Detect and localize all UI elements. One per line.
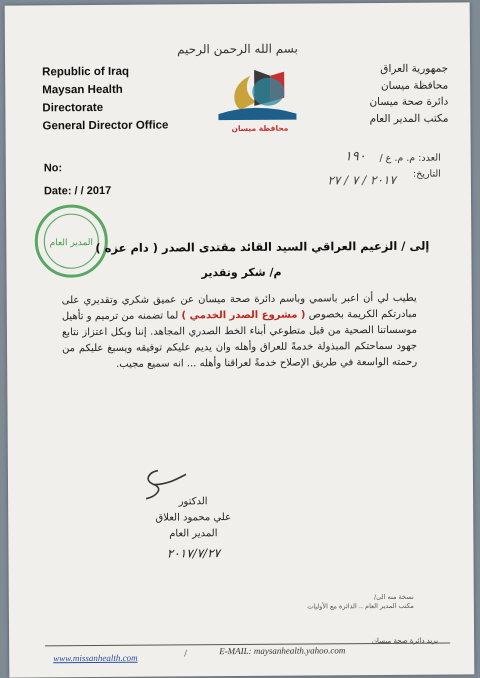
english-line-country: Republic of Iraq bbox=[42, 65, 130, 79]
copies-heading: نسخة منه الى/ bbox=[374, 592, 414, 602]
email-address[interactable]: E-MAIL: maysanhealth.yahoo.com bbox=[219, 645, 346, 657]
arabic-date-label: التاريخ: bbox=[412, 168, 441, 180]
date-field-label: Date: / / 2017 bbox=[43, 184, 112, 198]
stamp-text: المدير العام bbox=[49, 238, 94, 249]
footer-separator: / bbox=[184, 648, 188, 660]
arabic-header bbox=[369, 61, 448, 128]
body-paragraph-detail: لما تضمنه من ترميم و تأهيل موسساتنا الصحية من قبل متطوعي أبناء الخط الصدري المجاهد. bbox=[61, 310, 417, 338]
body-paragraph-intro: يطيب لي أن اعبر باسمي وباسم دائرة صحة ميسان عن عميق شكري وتقديري على مبادرتكم الكريمة بخصوص bbox=[61, 292, 417, 321]
english-line-directorate: Directorate bbox=[42, 101, 104, 115]
basmala: بسم الله الرحمن الرحيم bbox=[177, 41, 298, 57]
body-project-name: ( مشروع الصدر الخدمي ) bbox=[181, 309, 306, 322]
footer-note: بريد دائرة صحة ميسان bbox=[371, 636, 439, 646]
letter-body bbox=[62, 291, 418, 373]
signatory-title: الدكتور bbox=[178, 496, 208, 508]
english-line-province: Maysan Health bbox=[42, 83, 123, 97]
number-field-label: No: bbox=[43, 162, 63, 175]
arabic-line-directorate: دائرة صحة ميسان bbox=[369, 95, 449, 109]
logo-caption: محافظة ميسان bbox=[231, 123, 289, 134]
arabic-number-value: ١٩٠ bbox=[344, 149, 366, 165]
arabic-number-label: العدد: م. م. ع / bbox=[379, 152, 441, 165]
english-line-office: General Director Office bbox=[42, 119, 169, 133]
arabic-line-office: مكتب المدير العام bbox=[369, 112, 449, 125]
signatory-position: المدير العام bbox=[169, 528, 218, 540]
copies-line: مكتب المدير العام .. الدائرة مع الأوليات bbox=[307, 601, 414, 611]
maysan-logo bbox=[210, 62, 302, 125]
arabic-date-value: ٢٠١٧ / ٧ / ٢٧ bbox=[327, 172, 396, 188]
addressee: إلى / الزعيم العراقي السيد القائد مقتدى الصدر ( دام عزه ) bbox=[95, 238, 430, 256]
website-link[interactable]: www.missanhealth.com bbox=[53, 652, 138, 664]
subject-line: م/ شكر وتقدير bbox=[201, 265, 282, 280]
signatory-name: علي محمود العلاق bbox=[155, 512, 232, 524]
english-header bbox=[42, 62, 168, 135]
arabic-line-province: محافظة ميسان bbox=[380, 79, 449, 92]
arabic-line-country: جمهورية العراق bbox=[380, 62, 449, 76]
body-paragraph-closing: إننا وبكل اعتزاز نتابع جهود سماحتكم المبذولة خدمةً للعراق وأهله وان يديم عليكم توفيقه ويسبغ عليكم من رحمته الواسعة في طريق الإصلاح خدمةً لعراقنا وأهله ... انه سميع مجيب. bbox=[61, 326, 418, 370]
copies-section bbox=[307, 593, 414, 612]
signature-date: ٢٠١٧/٧/٢٧ bbox=[166, 546, 221, 561]
letter-page bbox=[5, 2, 475, 677]
